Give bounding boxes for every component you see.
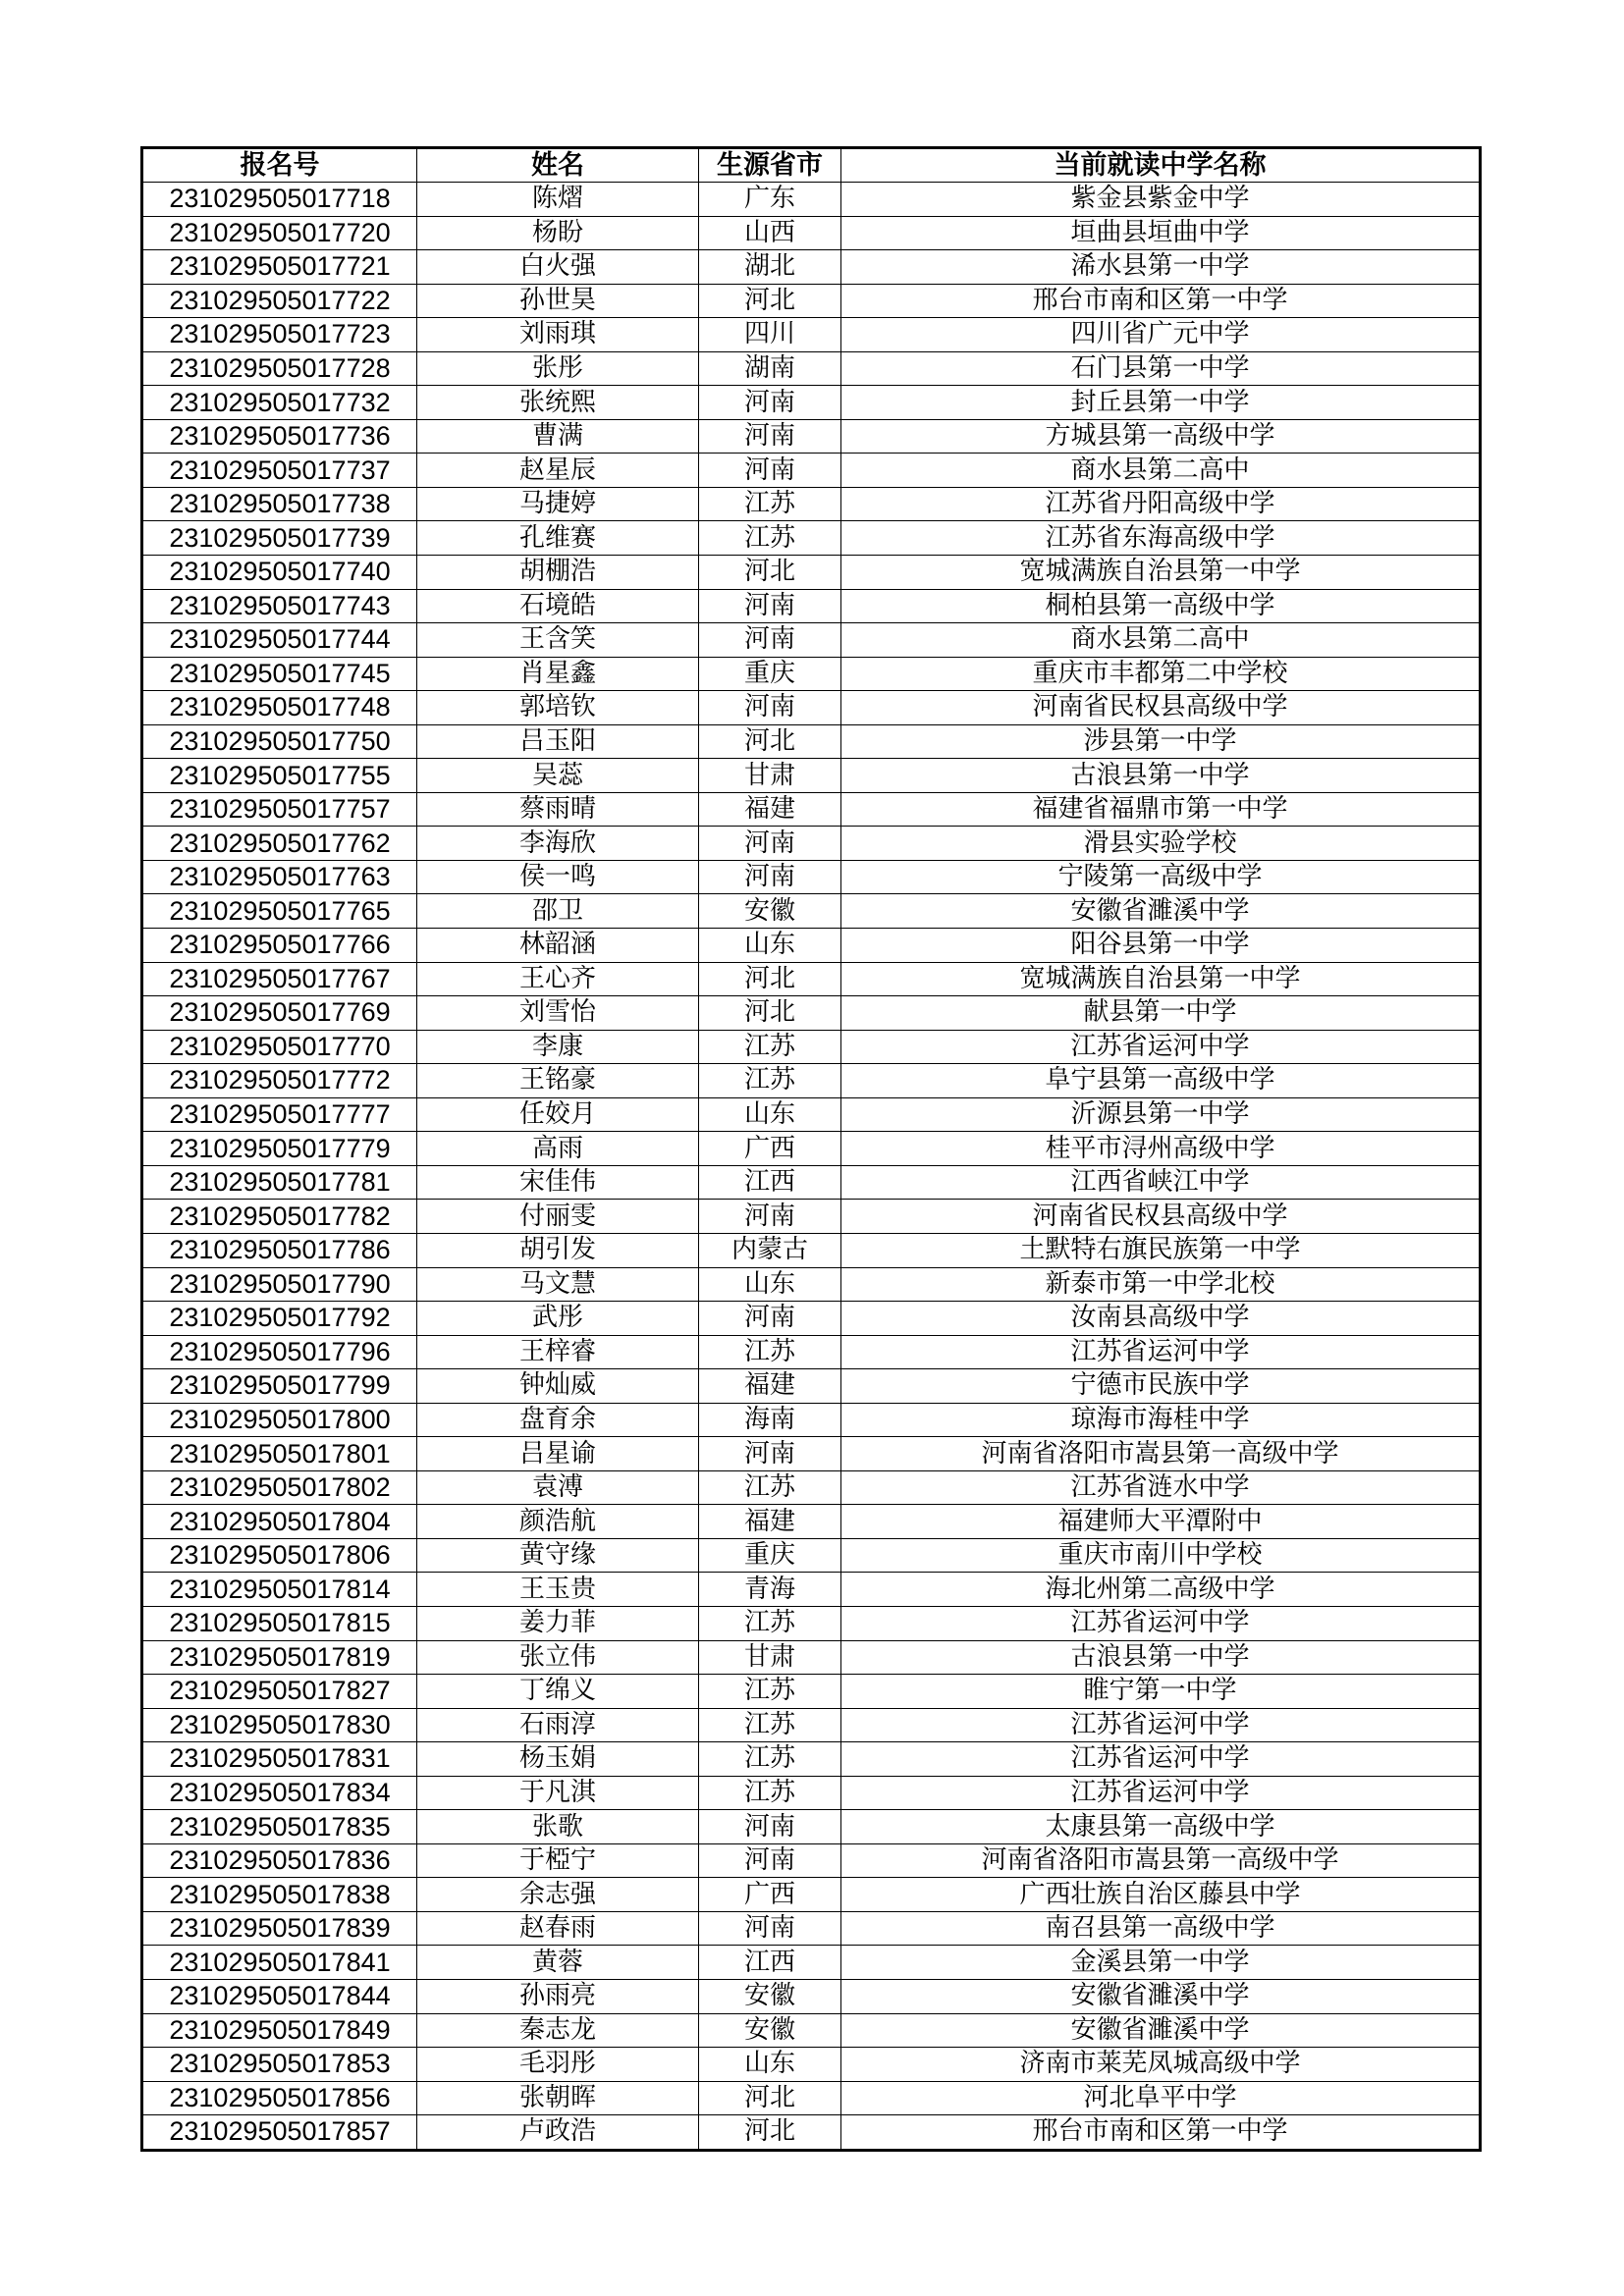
student-name-cell: 石雨淳 bbox=[417, 1708, 699, 1742]
table-row bbox=[142, 386, 1481, 420]
registration-number-cell: 231029505017790 bbox=[142, 1267, 417, 1302]
student-name-cell: 胡棚浩 bbox=[417, 556, 699, 590]
registration-number-cell: 231029505017836 bbox=[142, 1843, 417, 1878]
school-name-cell: 宽城满族自治县第一中学 bbox=[841, 962, 1481, 996]
registration-number-cell: 231029505017779 bbox=[142, 1132, 417, 1166]
registration-number-cell: 231029505017772 bbox=[142, 1064, 417, 1098]
table-row bbox=[142, 1369, 1481, 1404]
student-name-cell: 赵春雨 bbox=[417, 1911, 699, 1946]
registration-number-cell: 231029505017831 bbox=[142, 1742, 417, 1777]
province-cell: 江西 bbox=[699, 1946, 841, 1980]
school-name-cell: 金溪县第一中学 bbox=[841, 1946, 1481, 1980]
school-name-cell: 桐柏县第一高级中学 bbox=[841, 589, 1481, 623]
registration-number-cell: 231029505017740 bbox=[142, 556, 417, 590]
school-name-cell: 土默特右旗民族第一中学 bbox=[841, 1233, 1481, 1267]
table-row bbox=[142, 1979, 1481, 2013]
school-name-cell: 江苏省东海高级中学 bbox=[841, 521, 1481, 556]
registration-number-cell: 231029505017802 bbox=[142, 1470, 417, 1505]
province-cell: 江西 bbox=[699, 1165, 841, 1200]
student-name-cell: 黄守缘 bbox=[417, 1538, 699, 1573]
school-name-cell: 垣曲县垣曲中学 bbox=[841, 216, 1481, 250]
province-cell: 河南 bbox=[699, 1843, 841, 1878]
province-cell: 江苏 bbox=[699, 1606, 841, 1640]
province-cell: 江苏 bbox=[699, 1776, 841, 1810]
student-name-cell: 李康 bbox=[417, 1030, 699, 1064]
student-name-cell: 吴蕊 bbox=[417, 759, 699, 793]
school-name-cell: 江苏省丹阳高级中学 bbox=[841, 487, 1481, 521]
registration-number-cell: 231029505017721 bbox=[142, 250, 417, 285]
table-row bbox=[142, 1233, 1481, 1267]
registration-number-cell: 231029505017728 bbox=[142, 351, 417, 386]
school-name-cell: 福建省福鼎市第一中学 bbox=[841, 792, 1481, 827]
province-cell: 江苏 bbox=[699, 1742, 841, 1777]
registration-number-cell: 231029505017799 bbox=[142, 1369, 417, 1404]
table-row bbox=[142, 996, 1481, 1031]
registration-number-cell: 231029505017750 bbox=[142, 724, 417, 759]
province-cell: 甘肃 bbox=[699, 1640, 841, 1675]
student-name-cell: 赵星辰 bbox=[417, 454, 699, 488]
registration-number-cell: 231029505017722 bbox=[142, 284, 417, 318]
province-cell: 江苏 bbox=[699, 487, 841, 521]
student-name-cell: 姜力菲 bbox=[417, 1606, 699, 1640]
table-row bbox=[142, 284, 1481, 318]
school-name-cell: 宽城满族自治县第一中学 bbox=[841, 556, 1481, 590]
province-cell: 江苏 bbox=[699, 1064, 841, 1098]
registration-number-cell: 231029505017796 bbox=[142, 1335, 417, 1369]
registration-number-cell: 231029505017838 bbox=[142, 1878, 417, 1912]
province-cell: 河南 bbox=[699, 589, 841, 623]
student-name-cell: 张彤 bbox=[417, 351, 699, 386]
province-cell: 广东 bbox=[699, 183, 841, 217]
school-name-cell: 阜宁县第一高级中学 bbox=[841, 1064, 1481, 1098]
registration-number-cell: 231029505017757 bbox=[142, 792, 417, 827]
school-name-cell: 广西壮族自治区藤县中学 bbox=[841, 1878, 1481, 1912]
table-row bbox=[142, 894, 1481, 929]
registration-number-cell: 231029505017767 bbox=[142, 962, 417, 996]
registration-number-cell: 231029505017834 bbox=[142, 1776, 417, 1810]
table-row bbox=[142, 1030, 1481, 1064]
student-name-cell: 刘雨琪 bbox=[417, 318, 699, 352]
student-name-cell: 郭培钦 bbox=[417, 691, 699, 725]
province-cell: 河南 bbox=[699, 454, 841, 488]
header-name: 姓名 bbox=[417, 148, 699, 183]
table-row bbox=[142, 1165, 1481, 1200]
province-cell: 河南 bbox=[699, 691, 841, 725]
province-cell: 河南 bbox=[699, 1810, 841, 1844]
registration-number-cell: 231029505017806 bbox=[142, 1538, 417, 1573]
table-row bbox=[142, 1200, 1481, 1234]
school-name-cell: 安徽省濉溪中学 bbox=[841, 1979, 1481, 2013]
registration-number-cell: 231029505017738 bbox=[142, 487, 417, 521]
province-cell: 重庆 bbox=[699, 1538, 841, 1573]
school-name-cell: 封丘县第一中学 bbox=[841, 386, 1481, 420]
province-cell: 山东 bbox=[699, 929, 841, 963]
school-name-cell: 古浪县第一中学 bbox=[841, 1640, 1481, 1675]
province-cell: 福建 bbox=[699, 792, 841, 827]
table-row bbox=[142, 1742, 1481, 1777]
student-name-cell: 张统熙 bbox=[417, 386, 699, 420]
student-name-cell: 武彤 bbox=[417, 1302, 699, 1336]
table-row bbox=[142, 623, 1481, 658]
header-province: 生源省市 bbox=[699, 148, 841, 183]
province-cell: 青海 bbox=[699, 1573, 841, 1607]
table-row bbox=[142, 589, 1481, 623]
school-name-cell: 邢台市南和区第一中学 bbox=[841, 284, 1481, 318]
student-name-cell: 毛羽彤 bbox=[417, 2048, 699, 2082]
school-name-cell: 重庆市南川中学校 bbox=[841, 1538, 1481, 1573]
table-row bbox=[142, 1573, 1481, 1607]
student-name-cell: 肖星鑫 bbox=[417, 657, 699, 691]
province-cell: 河北 bbox=[699, 284, 841, 318]
student-name-cell: 高雨 bbox=[417, 1132, 699, 1166]
student-name-cell: 林韶涵 bbox=[417, 929, 699, 963]
school-name-cell: 江苏省运河中学 bbox=[841, 1030, 1481, 1064]
table-row bbox=[142, 1640, 1481, 1675]
table-row bbox=[142, 759, 1481, 793]
school-name-cell: 商水县第二高中 bbox=[841, 623, 1481, 658]
student-name-cell: 张立伟 bbox=[417, 1640, 699, 1675]
registration-number-cell: 231029505017801 bbox=[142, 1437, 417, 1471]
table-row bbox=[142, 216, 1481, 250]
header-row bbox=[142, 148, 1481, 183]
registration-number-cell: 231029505017737 bbox=[142, 454, 417, 488]
registration-number-cell: 231029505017748 bbox=[142, 691, 417, 725]
student-roster-table bbox=[140, 146, 1482, 2152]
province-cell: 江苏 bbox=[699, 1675, 841, 1709]
student-name-cell: 丁绵义 bbox=[417, 1675, 699, 1709]
school-name-cell: 安徽省濉溪中学 bbox=[841, 894, 1481, 929]
province-cell: 内蒙古 bbox=[699, 1233, 841, 1267]
province-cell: 河北 bbox=[699, 724, 841, 759]
province-cell: 江苏 bbox=[699, 1335, 841, 1369]
province-cell: 江苏 bbox=[699, 1708, 841, 1742]
student-name-cell: 吕玉阳 bbox=[417, 724, 699, 759]
table-row bbox=[142, 183, 1481, 217]
school-name-cell: 河南省洛阳市嵩县第一高级中学 bbox=[841, 1843, 1481, 1878]
school-name-cell: 重庆市丰都第二中学校 bbox=[841, 657, 1481, 691]
province-cell: 山东 bbox=[699, 1097, 841, 1132]
province-cell: 江苏 bbox=[699, 1470, 841, 1505]
school-name-cell: 济南市莱芜凤城高级中学 bbox=[841, 2048, 1481, 2082]
registration-number-cell: 231029505017804 bbox=[142, 1505, 417, 1539]
registration-number-cell: 231029505017819 bbox=[142, 1640, 417, 1675]
table-row bbox=[142, 962, 1481, 996]
school-name-cell: 江西省峡江中学 bbox=[841, 1165, 1481, 1200]
school-name-cell: 江苏省运河中学 bbox=[841, 1606, 1481, 1640]
province-cell: 河南 bbox=[699, 827, 841, 861]
school-name-cell: 邢台市南和区第一中学 bbox=[841, 2115, 1481, 2151]
student-name-cell: 钟灿威 bbox=[417, 1369, 699, 1404]
registration-number-cell: 231029505017745 bbox=[142, 657, 417, 691]
table-row bbox=[142, 1470, 1481, 1505]
table-row bbox=[142, 2115, 1481, 2151]
school-name-cell: 福建师大平潭附中 bbox=[841, 1505, 1481, 1539]
student-name-cell: 邵卫 bbox=[417, 894, 699, 929]
registration-number-cell: 231029505017720 bbox=[142, 216, 417, 250]
registration-number-cell: 231029505017718 bbox=[142, 183, 417, 217]
school-name-cell: 南召县第一高级中学 bbox=[841, 1911, 1481, 1946]
table-row bbox=[142, 2081, 1481, 2115]
student-name-cell: 付丽雯 bbox=[417, 1200, 699, 1234]
province-cell: 重庆 bbox=[699, 657, 841, 691]
student-name-cell: 胡引发 bbox=[417, 1233, 699, 1267]
school-name-cell: 江苏省运河中学 bbox=[841, 1742, 1481, 1777]
table-row bbox=[142, 691, 1481, 725]
student-name-cell: 李海欣 bbox=[417, 827, 699, 861]
student-name-cell: 秦志龙 bbox=[417, 2013, 699, 2048]
province-cell: 河北 bbox=[699, 2115, 841, 2151]
province-cell: 河北 bbox=[699, 962, 841, 996]
registration-number-cell: 231029505017815 bbox=[142, 1606, 417, 1640]
student-name-cell: 蔡雨晴 bbox=[417, 792, 699, 827]
registration-number-cell: 231029505017792 bbox=[142, 1302, 417, 1336]
registration-number-cell: 231029505017766 bbox=[142, 929, 417, 963]
registration-number-cell: 231029505017835 bbox=[142, 1810, 417, 1844]
school-name-cell: 江苏省运河中学 bbox=[841, 1708, 1481, 1742]
school-name-cell: 商水县第二高中 bbox=[841, 454, 1481, 488]
school-name-cell: 新泰市第一中学北校 bbox=[841, 1267, 1481, 1302]
registration-number-cell: 231029505017839 bbox=[142, 1911, 417, 1946]
student-name-cell: 王含笑 bbox=[417, 623, 699, 658]
registration-number-cell: 231029505017782 bbox=[142, 1200, 417, 1234]
table-row bbox=[142, 318, 1481, 352]
student-name-cell: 余志强 bbox=[417, 1878, 699, 1912]
school-name-cell: 桂平市浔州高级中学 bbox=[841, 1132, 1481, 1166]
table-row bbox=[142, 351, 1481, 386]
student-name-cell: 孙世昊 bbox=[417, 284, 699, 318]
province-cell: 河北 bbox=[699, 996, 841, 1031]
registration-number-cell: 231029505017857 bbox=[142, 2115, 417, 2151]
province-cell: 山东 bbox=[699, 1267, 841, 1302]
province-cell: 河南 bbox=[699, 860, 841, 894]
province-cell: 福建 bbox=[699, 1369, 841, 1404]
student-name-cell: 王心齐 bbox=[417, 962, 699, 996]
table-row bbox=[142, 1606, 1481, 1640]
table-row bbox=[142, 860, 1481, 894]
student-name-cell: 王梓睿 bbox=[417, 1335, 699, 1369]
school-name-cell: 宁陵第一高级中学 bbox=[841, 860, 1481, 894]
province-cell: 甘肃 bbox=[699, 759, 841, 793]
province-cell: 广西 bbox=[699, 1878, 841, 1912]
table-row bbox=[142, 1911, 1481, 1946]
province-cell: 山东 bbox=[699, 2048, 841, 2082]
student-name-cell: 杨玉娟 bbox=[417, 1742, 699, 1777]
table-row bbox=[142, 2048, 1481, 2082]
student-name-cell: 盘育余 bbox=[417, 1403, 699, 1437]
student-name-cell: 吕星谕 bbox=[417, 1437, 699, 1471]
table-row bbox=[142, 2013, 1481, 2048]
table-row bbox=[142, 1776, 1481, 1810]
student-name-cell: 孔维赛 bbox=[417, 521, 699, 556]
table-row bbox=[142, 1437, 1481, 1471]
student-name-cell: 孙雨亮 bbox=[417, 1979, 699, 2013]
table-header bbox=[142, 148, 1481, 183]
school-name-cell: 四川省广元中学 bbox=[841, 318, 1481, 352]
province-cell: 河南 bbox=[699, 1302, 841, 1336]
province-cell: 河南 bbox=[699, 1911, 841, 1946]
table-row bbox=[142, 487, 1481, 521]
registration-number-cell: 231029505017743 bbox=[142, 589, 417, 623]
student-name-cell: 杨盼 bbox=[417, 216, 699, 250]
table-row bbox=[142, 792, 1481, 827]
table-row bbox=[142, 929, 1481, 963]
province-cell: 江苏 bbox=[699, 521, 841, 556]
student-name-cell: 陈熠 bbox=[417, 183, 699, 217]
registration-number-cell: 231029505017765 bbox=[142, 894, 417, 929]
table-row bbox=[142, 556, 1481, 590]
province-cell: 河南 bbox=[699, 419, 841, 454]
school-name-cell: 太康县第一高级中学 bbox=[841, 1810, 1481, 1844]
registration-number-cell: 231029505017800 bbox=[142, 1403, 417, 1437]
school-name-cell: 石门县第一中学 bbox=[841, 351, 1481, 386]
registration-number-cell: 231029505017827 bbox=[142, 1675, 417, 1709]
province-cell: 河南 bbox=[699, 1437, 841, 1471]
table-row bbox=[142, 1403, 1481, 1437]
registration-number-cell: 231029505017777 bbox=[142, 1097, 417, 1132]
province-cell: 江苏 bbox=[699, 1030, 841, 1064]
student-name-cell: 张朝晖 bbox=[417, 2081, 699, 2115]
table-row bbox=[142, 454, 1481, 488]
table-row bbox=[142, 724, 1481, 759]
province-cell: 安徽 bbox=[699, 2013, 841, 2048]
student-name-cell: 刘雪怡 bbox=[417, 996, 699, 1031]
registration-number-cell: 231029505017844 bbox=[142, 1979, 417, 2013]
student-name-cell: 黄蓉 bbox=[417, 1946, 699, 1980]
table-row bbox=[142, 1946, 1481, 1980]
registration-number-cell: 231029505017762 bbox=[142, 827, 417, 861]
province-cell: 河南 bbox=[699, 1200, 841, 1234]
school-name-cell: 浠水县第一中学 bbox=[841, 250, 1481, 285]
registration-number-cell: 231029505017732 bbox=[142, 386, 417, 420]
table-row bbox=[142, 1064, 1481, 1098]
province-cell: 河南 bbox=[699, 386, 841, 420]
school-name-cell: 沂源县第一中学 bbox=[841, 1097, 1481, 1132]
school-name-cell: 古浪县第一中学 bbox=[841, 759, 1481, 793]
table-row bbox=[142, 419, 1481, 454]
student-name-cell: 任姣月 bbox=[417, 1097, 699, 1132]
table-row bbox=[142, 521, 1481, 556]
province-cell: 海南 bbox=[699, 1403, 841, 1437]
registration-number-cell: 231029505017736 bbox=[142, 419, 417, 454]
table-row bbox=[142, 657, 1481, 691]
school-name-cell: 阳谷县第一中学 bbox=[841, 929, 1481, 963]
registration-number-cell: 231029505017830 bbox=[142, 1708, 417, 1742]
header-school: 当前就读中学名称 bbox=[841, 148, 1481, 183]
student-name-cell: 白火强 bbox=[417, 250, 699, 285]
student-name-cell: 颜浩航 bbox=[417, 1505, 699, 1539]
student-name-cell: 袁溥 bbox=[417, 1470, 699, 1505]
table-row bbox=[142, 1335, 1481, 1369]
student-name-cell: 王铭豪 bbox=[417, 1064, 699, 1098]
table-row bbox=[142, 1675, 1481, 1709]
registration-number-cell: 231029505017755 bbox=[142, 759, 417, 793]
registration-number-cell: 231029505017723 bbox=[142, 318, 417, 352]
province-cell: 广西 bbox=[699, 1132, 841, 1166]
student-name-cell: 卢政浩 bbox=[417, 2115, 699, 2151]
table-row bbox=[142, 1097, 1481, 1132]
student-name-cell: 曹满 bbox=[417, 419, 699, 454]
school-name-cell: 安徽省濉溪中学 bbox=[841, 2013, 1481, 2048]
registration-number-cell: 231029505017770 bbox=[142, 1030, 417, 1064]
province-cell: 福建 bbox=[699, 1505, 841, 1539]
school-name-cell: 河北阜平中学 bbox=[841, 2081, 1481, 2115]
table-row bbox=[142, 1132, 1481, 1166]
registration-number-cell: 231029505017841 bbox=[142, 1946, 417, 1980]
school-name-cell: 紫金县紫金中学 bbox=[841, 183, 1481, 217]
school-name-cell: 滑县实验学校 bbox=[841, 827, 1481, 861]
table-row bbox=[142, 1843, 1481, 1878]
province-cell: 安徽 bbox=[699, 894, 841, 929]
student-name-cell: 马文慧 bbox=[417, 1267, 699, 1302]
school-name-cell: 河南省民权县高级中学 bbox=[841, 691, 1481, 725]
school-name-cell: 江苏省运河中学 bbox=[841, 1776, 1481, 1810]
school-name-cell: 献县第一中学 bbox=[841, 996, 1481, 1031]
province-cell: 四川 bbox=[699, 318, 841, 352]
school-name-cell: 睢宁第一中学 bbox=[841, 1675, 1481, 1709]
province-cell: 山西 bbox=[699, 216, 841, 250]
province-cell: 河南 bbox=[699, 623, 841, 658]
student-name-cell: 马捷婷 bbox=[417, 487, 699, 521]
registration-number-cell: 231029505017786 bbox=[142, 1233, 417, 1267]
school-name-cell: 江苏省运河中学 bbox=[841, 1335, 1481, 1369]
table-row bbox=[142, 1878, 1481, 1912]
student-name-cell: 宋佳伟 bbox=[417, 1165, 699, 1200]
table-row bbox=[142, 1505, 1481, 1539]
province-cell: 河北 bbox=[699, 2081, 841, 2115]
registration-number-cell: 231029505017853 bbox=[142, 2048, 417, 2082]
table-body bbox=[142, 183, 1481, 2151]
school-name-cell: 海北州第二高级中学 bbox=[841, 1573, 1481, 1607]
registration-number-cell: 231029505017763 bbox=[142, 860, 417, 894]
registration-number-cell: 231029505017744 bbox=[142, 623, 417, 658]
student-name-cell: 于椏宁 bbox=[417, 1843, 699, 1878]
school-name-cell: 江苏省涟水中学 bbox=[841, 1470, 1481, 1505]
registration-number-cell: 231029505017739 bbox=[142, 521, 417, 556]
registration-number-cell: 231029505017781 bbox=[142, 1165, 417, 1200]
registration-number-cell: 231029505017849 bbox=[142, 2013, 417, 2048]
school-name-cell: 涉县第一中学 bbox=[841, 724, 1481, 759]
roster-sheet bbox=[140, 146, 1482, 2152]
school-name-cell: 汝南县高级中学 bbox=[841, 1302, 1481, 1336]
table-row bbox=[142, 1810, 1481, 1844]
student-name-cell: 侯一鸣 bbox=[417, 860, 699, 894]
province-cell: 安徽 bbox=[699, 1979, 841, 2013]
school-name-cell: 河南省民权县高级中学 bbox=[841, 1200, 1481, 1234]
registration-number-cell: 231029505017769 bbox=[142, 996, 417, 1031]
province-cell: 河北 bbox=[699, 556, 841, 590]
table-row bbox=[142, 1708, 1481, 1742]
table-row bbox=[142, 250, 1481, 285]
province-cell: 湖南 bbox=[699, 351, 841, 386]
table-row bbox=[142, 1302, 1481, 1336]
student-name-cell: 王玉贵 bbox=[417, 1573, 699, 1607]
school-name-cell: 方城县第一高级中学 bbox=[841, 419, 1481, 454]
table-row bbox=[142, 1538, 1481, 1573]
province-cell: 湖北 bbox=[699, 250, 841, 285]
student-name-cell: 石境皓 bbox=[417, 589, 699, 623]
student-name-cell: 张歌 bbox=[417, 1810, 699, 1844]
registration-number-cell: 231029505017856 bbox=[142, 2081, 417, 2115]
registration-number-cell: 231029505017814 bbox=[142, 1573, 417, 1607]
header-registration-number: 报名号 bbox=[142, 148, 417, 183]
table-row bbox=[142, 1267, 1481, 1302]
school-name-cell: 河南省洛阳市嵩县第一高级中学 bbox=[841, 1437, 1481, 1471]
table-row bbox=[142, 827, 1481, 861]
school-name-cell: 宁德市民族中学 bbox=[841, 1369, 1481, 1404]
student-name-cell: 于凡淇 bbox=[417, 1776, 699, 1810]
school-name-cell: 琼海市海桂中学 bbox=[841, 1403, 1481, 1437]
